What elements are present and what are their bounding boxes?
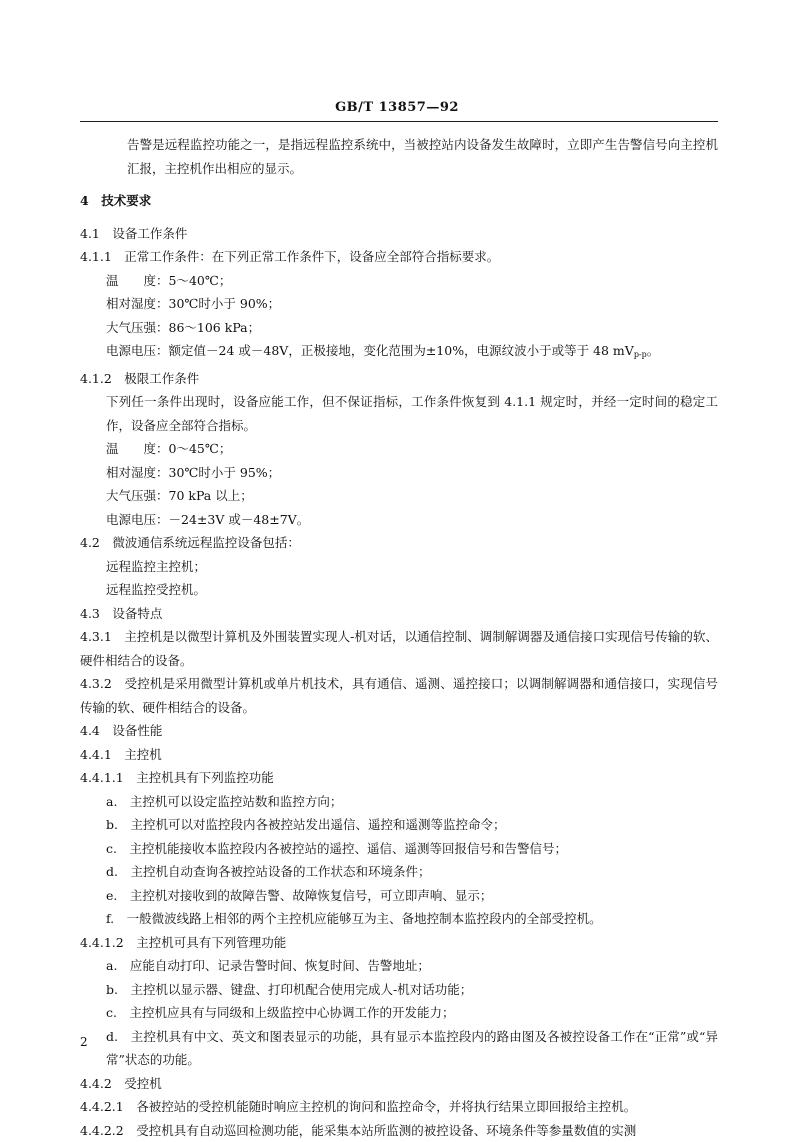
clause-4-3-1: 4.3.1 主控机是以微型计算机及外围装置实现人-机对话，以通信控制、调制解调器及通信接口实现信号传输的软、硬件相结合的设备。	[80, 625, 718, 672]
limit-humidity: 相对湿度：30℃时小于 95%；	[80, 461, 718, 485]
equipment-slave: 远程监控受控机。	[80, 578, 718, 602]
power-voltage-text: 电源电压：额定值－24 或－48V，正极接地，变化范围为±10%，电源纹波小于或等于 48 mV	[106, 343, 634, 358]
mgmt-item-a: a. 应能自动打印、记录告警时间、恢复时间、告警地址；	[80, 954, 718, 978]
list-item-e: e. 主控机对接收到的故障告警、故障恢复信号，可立即声响、显示；	[80, 884, 718, 908]
heading-4-1-2: 4.1.2 极限工作条件	[80, 367, 718, 391]
normal-pressure: 大气压强：86～106 kPa；	[80, 316, 718, 340]
power-voltage-end: 。	[647, 343, 660, 358]
list-item-a: a. 主控机可以设定监控站数和监控方向；	[80, 790, 718, 814]
heading-4-4-1-2: 4.4.1.2 主控机可具有下列管理功能	[80, 931, 718, 955]
list-item-c: c. 主控机能接收本监控段内各被控站的遥控、遥信、遥测等回报信号和告警信号；	[80, 837, 718, 861]
equipment-master: 远程监控主控机；	[80, 555, 718, 579]
clause-4-3-2: 4.3.2 受控机是采用微型计算机或单片机技术，具有通信、遥测、遥控接口；以调制解调器和通信接口，实现信号传输的软、硬件相结合的设备。	[80, 672, 718, 719]
normal-humidity: 相对湿度：30℃时小于 90%；	[80, 292, 718, 316]
ripple-subscript: p-p	[634, 350, 647, 359]
intro-paragraph: 告警是远程监控功能之一，是指远程监控系统中，当被控站内设备发生故障时，立即产生告警信号向主控机汇报，主控机作出相应的显示。	[80, 133, 718, 180]
normal-power-voltage	[80, 339, 718, 367]
section-heading-4: 4 技术要求	[80, 189, 718, 213]
heading-4-4-1: 4.4.1 主控机	[80, 743, 718, 767]
limit-conditions-paragraph: 下列任一条件出现时，设备应能工作，但不保证指标，工作条件恢复到 4.1.1 规定时，并经一定时间的稳定工作，设备应全部符合指标。	[80, 390, 718, 437]
heading-4-4-2: 4.4.2 受控机	[80, 1072, 718, 1096]
header-rule	[80, 121, 718, 122]
heading-4-4: 4.4 设备性能	[80, 719, 718, 743]
list-item-d: d. 主控机自动查询各被控站设备的工作状态和环境条件；	[80, 860, 718, 884]
heading-4-4-1-1: 4.4.1.1 主控机具有下列监控功能	[80, 766, 718, 790]
heading-4-2: 4.2 微波通信系统远程监控设备包括：	[80, 531, 718, 555]
heading-4-3: 4.3 设备特点	[80, 602, 718, 626]
limit-temperature: 温 度：0～45℃；	[80, 437, 718, 461]
heading-4-1-1: 4.1.1 正常工作条件：在下列正常工作条件下，设备应全部符合指标要求。	[80, 245, 718, 269]
clause-4-4-2-2: 4.4.2.2 受控机具有自动巡回检测功能，能采集本站所监测的被控设备、环境条件等参量数值的实测	[80, 1119, 718, 1142]
mgmt-item-b: b. 主控机以显示器、键盘、打印机配合使用完成人-机对话功能；	[80, 978, 718, 1002]
limit-pressure: 大气压强：70 kPa 以上；	[80, 484, 718, 508]
mgmt-item-c: c. 主控机应具有与同级和上级监控中心协调工作的开发能力；	[80, 1001, 718, 1025]
clause-4-4-2-1: 4.4.2.1 各被控站的受控机能随时响应主控机的询问和监控命令，并将执行结果立即回报给主控机。	[80, 1095, 718, 1119]
limit-power-voltage: 电源电压：－24±3V 或－48±7V。	[80, 508, 718, 532]
list-item-b: b. 主控机可以对监控段内各被控站发出遥信、遥控和遥测等监控命令；	[80, 813, 718, 837]
list-item-f: f. 一般微波线路上相邻的两个主控机应能够互为主、备地控制本监控段内的全部受控机。	[80, 907, 718, 931]
document-body	[80, 133, 718, 1142]
standard-number-header: GB/T 13857—92	[0, 100, 794, 115]
page-number: 2	[80, 1035, 88, 1049]
normal-temperature: 温 度：5～40℃；	[80, 269, 718, 293]
mgmt-item-d: d. 主控机具有中文、英文和图表显示的功能，具有显示本监控段内的路由图及各被控设备工作在“正常”或“异常”状态的功能。	[80, 1025, 718, 1072]
heading-4-1: 4.1 设备工作条件	[80, 222, 718, 246]
